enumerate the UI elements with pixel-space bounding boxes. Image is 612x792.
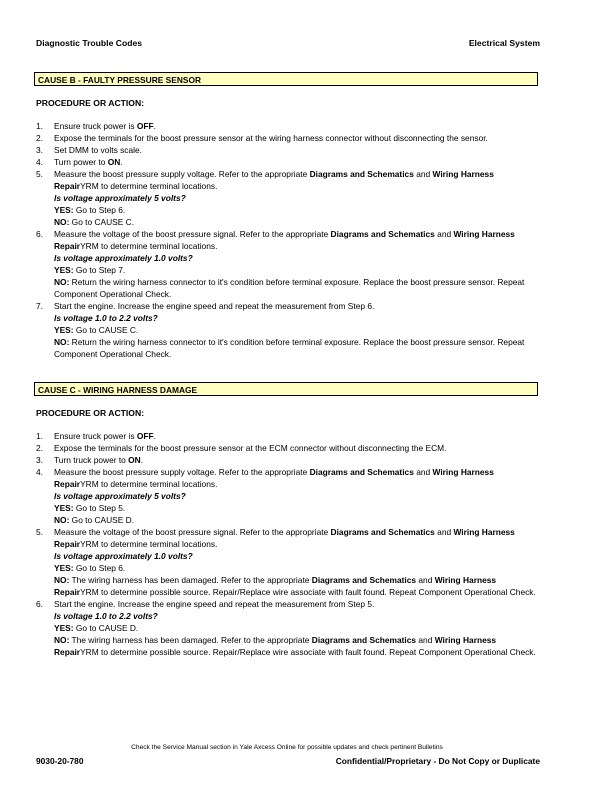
cause-c-procedure-label: PROCEDURE OR ACTION: (36, 408, 145, 418)
cause-c-heading: CAUSE C - WIRING HARNESS DAMAGE (34, 382, 538, 396)
cause-b-steps (36, 120, 540, 360)
reference-link-text: Wiring Harness Repair (54, 169, 494, 191)
answer-text: Return the wiring harness connector to it's condition before terminal exposure. Replace the boost pressure sensor. Repeat Component Operational Check. (54, 277, 525, 299)
step-text: . (120, 157, 123, 167)
reference-link-text: Diagrams and Schematics (330, 229, 435, 239)
step-number: 1. (36, 431, 43, 441)
yes-answer (54, 502, 540, 514)
step-text: YRM to determine terminal locations. (80, 539, 218, 549)
header-section-title: Diagnostic Trouble Codes (36, 38, 143, 48)
list-item (36, 156, 540, 168)
step-question: Is voltage 1.0 to 2.2 volts? (54, 313, 158, 323)
no-label: NO: (54, 337, 70, 347)
footer-update-note: Check the Service Manual section in Yale Axcess Online for possible updates and check pertinent Bulletins (131, 744, 443, 751)
step-text: . (153, 431, 156, 441)
step-text: and (413, 169, 433, 179)
reference-link-text: Diagrams and Schematics (330, 527, 435, 537)
step-question: Is voltage approximately 1.0 volts? (54, 551, 193, 561)
yes-answer (54, 622, 540, 634)
yes-answer (54, 562, 540, 574)
yes-label: YES: (54, 623, 74, 633)
step-emphasis: ON (128, 455, 141, 465)
answer-text: YRM to determine possible source. Repair/Replace wire associate with fault found. Repeat Component Operational Check. (80, 647, 536, 657)
yes-answer (54, 264, 540, 276)
reference-link-text: Wiring Harness Repair (54, 527, 515, 549)
list-item (36, 228, 540, 300)
step-number: 6. (36, 599, 43, 609)
footer-document-number: 9030-20-780 (36, 756, 84, 766)
step-question: Is voltage 1.0 to 2.2 volts? (54, 611, 158, 621)
step-text: Expose the terminals for the boost pressure sensor at the ECM connector without disconnecting the ECM. (54, 443, 447, 453)
step-text: Measure the boost pressure supply voltage. Refer to the appropriate (54, 169, 310, 179)
no-answer (54, 574, 540, 598)
cause-b-procedure-label: PROCEDURE OR ACTION: (36, 98, 145, 108)
cause-c-steps (36, 430, 540, 658)
answer-text: Go to Step 6. (73, 205, 126, 215)
step-number: 4. (36, 467, 43, 477)
step-text: YRM to determine terminal locations. (80, 181, 218, 191)
reference-link-text: Diagrams and Schematics (311, 635, 417, 645)
footer-confidential-notice: Confidential/Proprietary - Do Not Copy or Duplicate (335, 756, 540, 766)
cause-b-heading: CAUSE B - FAULTY PRESSURE SENSOR (34, 72, 538, 86)
step-text: Expose the terminals for the boost pressure sensor at the wiring harness connector without disconnecting the sensor. (54, 133, 488, 143)
step-number: 2. (36, 133, 43, 143)
no-label: NO: (54, 217, 70, 227)
step-text: Measure the voltage of the boost pressure signal. Refer to the appropriate (54, 229, 331, 239)
reference-link-text: Wiring Harness Repair (54, 575, 497, 597)
list-item (36, 430, 540, 442)
step-text: Measure the voltage of the boost pressure signal. Refer to the appropriate (54, 527, 331, 537)
no-answer (54, 514, 540, 526)
answer-text: Return the wiring harness connector to it's condition before terminal exposure. Replace the boost pressure sensor. Repeat Component Operational Check. (54, 337, 525, 359)
answer-text: Go to Step 7. (73, 265, 126, 275)
list-item (36, 442, 540, 454)
step-text: . (153, 121, 156, 131)
step-emphasis: OFF (136, 431, 154, 441)
step-number: 2. (36, 443, 43, 453)
yes-answer (54, 324, 540, 336)
step-number: 6. (36, 229, 43, 239)
answer-text: The wiring harness has been damaged. Refer to the appropriate (69, 635, 312, 645)
answer-text: Go to Step 5. (73, 503, 126, 513)
step-text: and (413, 467, 433, 477)
reference-link-text: Diagrams and Schematics (309, 169, 414, 179)
step-text: and (434, 527, 454, 537)
yes-label: YES: (54, 503, 74, 513)
list-item (36, 300, 540, 360)
answer-text: and (416, 575, 435, 585)
step-text: Turn truck power to (54, 455, 129, 465)
answer-text: Go to CAUSE D. (73, 623, 139, 633)
answer-text: Go to Step 6. (73, 563, 126, 573)
answer-text: The wiring harness has been damaged. Refer to the appropriate (69, 575, 312, 585)
answer-text: YRM to determine possible source. Repair/Replace wire associate with fault found. Repeat Component Operational Check. (80, 587, 536, 597)
reference-link-text: Wiring Harness Repair (54, 229, 515, 251)
step-text: . (140, 455, 144, 465)
step-text: Measure the boost pressure supply voltage. Refer to the appropriate (54, 467, 310, 477)
yes-label: YES: (54, 325, 74, 335)
step-number: 3. (36, 145, 43, 155)
answer-text: and (416, 635, 435, 645)
list-item (36, 526, 540, 598)
list-item (36, 132, 540, 144)
list-item (36, 454, 540, 466)
reference-link-text: Wiring Harness Repair (54, 467, 494, 489)
list-item (36, 168, 540, 228)
step-number: 3. (36, 455, 43, 465)
step-emphasis: OFF (136, 121, 154, 131)
step-number: 5. (36, 527, 43, 537)
reference-link-text: Wiring Harness Repair (54, 635, 497, 657)
no-answer (54, 336, 540, 360)
yes-label: YES: (54, 265, 74, 275)
answer-text: Go to CAUSE C. (69, 217, 135, 227)
reference-link-text: Diagrams and Schematics (309, 467, 414, 477)
step-text: and (434, 229, 454, 239)
list-item (36, 598, 540, 658)
no-label: NO: (54, 575, 70, 585)
step-text: YRM to determine terminal locations. (80, 241, 218, 251)
step-text: Start the engine. Increase the engine speed and repeat the measurement from Step 5. (54, 599, 375, 609)
step-emphasis: ON (107, 157, 121, 167)
yes-label: YES: (54, 205, 74, 215)
step-number: 7. (36, 301, 43, 311)
list-item (36, 466, 540, 526)
no-answer (54, 276, 540, 300)
step-number: 1. (36, 121, 43, 131)
step-number: 4. (36, 157, 43, 167)
yes-label: YES: (54, 563, 74, 573)
step-question: Is voltage approximately 5 volts? (54, 193, 186, 203)
reference-link-text: Diagrams and Schematics (311, 575, 417, 585)
step-text: Turn power to (54, 157, 108, 167)
step-number: 5. (36, 169, 43, 179)
step-question: Is voltage approximately 5 volts? (54, 491, 186, 501)
no-answer (54, 634, 540, 658)
step-question: Is voltage approximately 1.0 volts? (54, 253, 193, 263)
step-text: YRM to determine terminal locations. (80, 479, 218, 489)
step-text: Set DMM to volts scale. (54, 145, 142, 155)
no-label: NO: (54, 635, 70, 645)
step-text: Start the engine. Increase the engine speed and repeat the measurement from Step 6. (54, 301, 375, 311)
answer-text: Go to CAUSE D. (69, 515, 135, 525)
step-text: Ensure truck power is (54, 431, 137, 441)
header-system-title: Electrical System (468, 38, 540, 48)
answer-text: Go to CAUSE C. (73, 325, 139, 335)
yes-answer (54, 204, 540, 216)
list-item (36, 144, 540, 156)
no-answer (54, 216, 540, 228)
no-label: NO: (54, 277, 70, 287)
no-label: NO: (54, 515, 70, 525)
list-item (36, 120, 540, 132)
step-text: Ensure truck power is (54, 121, 137, 131)
